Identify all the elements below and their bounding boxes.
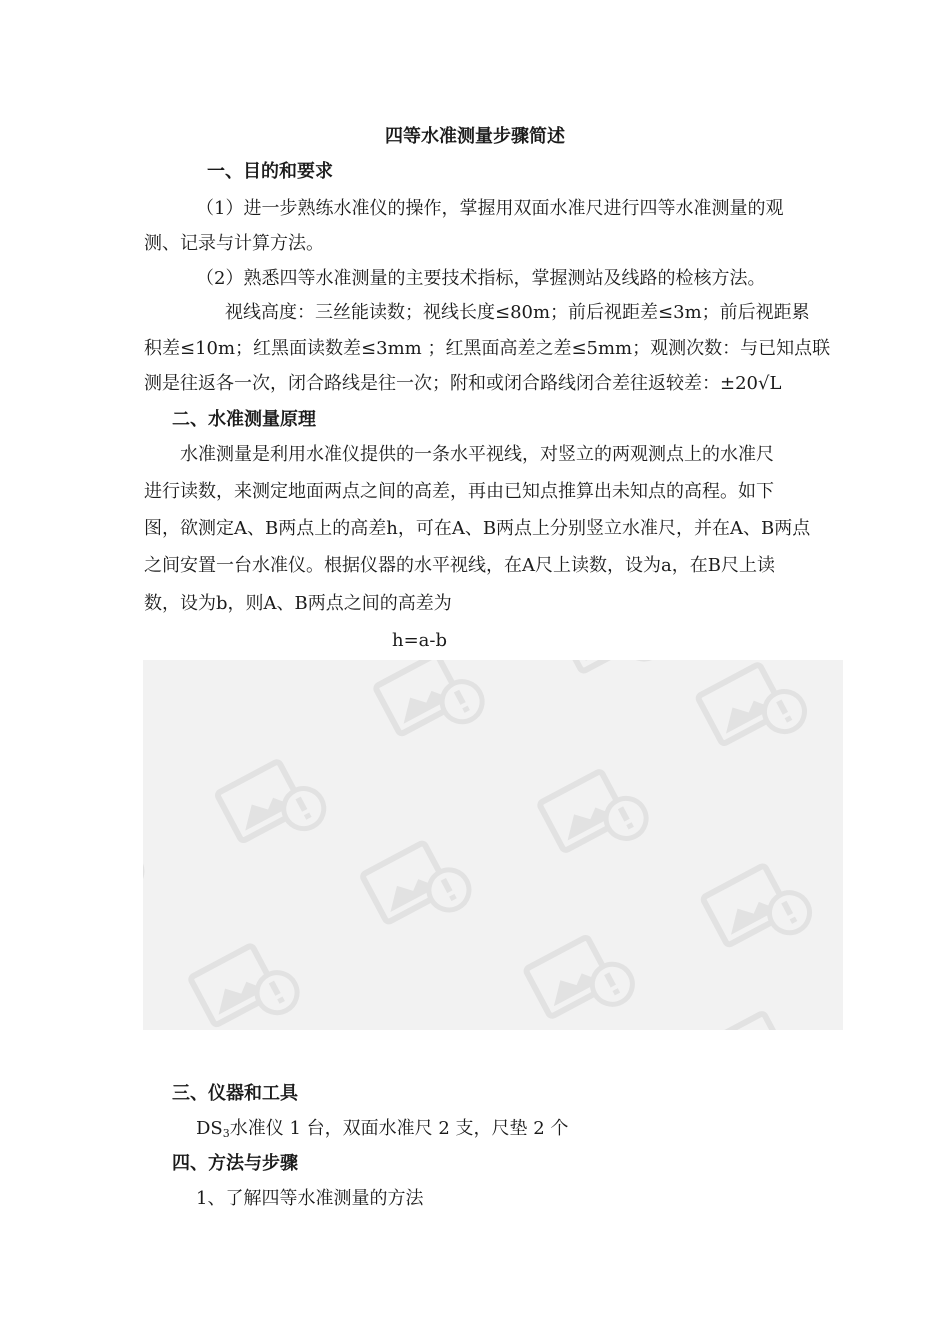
requirement-1-line-1: （1）进一步熟练水准仪的操作，掌握用双面水准尺进行四等水准测量的观 [196, 198, 784, 219]
principle-line-1: 水准测量是利用水准仪提供的一条水平视线，对竖立的两观测点上的水准尺 [180, 444, 774, 465]
principle-line-3: 图，欲测定A、B两点上的高差h，可在A、B两点上分别竖立水准尺，并在A、B两点 [144, 518, 811, 539]
equipment-model-prefix: DS [196, 1118, 223, 1139]
equipment-list-text: 水准仪 1 台，双面水准尺 2 支，尺垫 2 个 [229, 1118, 569, 1139]
section-heading-method: 四、方法与步骤 [172, 1153, 298, 1174]
equipment-list [196, 1118, 568, 1145]
specs-line-1: 视线高度：三丝能读数；视线长度≤80m；前后视距差≤3m；前后视距累 [225, 302, 810, 323]
broken-image-icon-pattern [143, 660, 843, 1030]
section-heading-principle: 二、水准测量原理 [172, 409, 316, 430]
requirement-2: （2）熟悉四等水准测量的主要技术指标，掌握测站及线路的检核方法。 [196, 268, 766, 289]
document-title: 四等水准测量步骤简述 [385, 126, 565, 147]
equipment-model-subscript: 3 [222, 1127, 230, 1140]
specs-line-2: 积差≤10m；红黑面读数差≤3mm ；红黑面高差之差≤5mm；观测次数：与已知点联 [144, 338, 831, 359]
section-heading-purpose: 一、目的和要求 [207, 161, 333, 182]
height-difference-formula: h=a-b [392, 630, 448, 651]
image-placeholder [143, 660, 843, 1030]
principle-line-4: 之间安置一台水准仪。根据仪器的水平视线，在A尺上读数，设为a，在B尺上读 [144, 555, 775, 576]
section-heading-equipment: 三、仪器和工具 [172, 1083, 298, 1104]
principle-line-2: 进行读数，来测定地面两点之间的高差，再由已知点推算出未知点的高程。如下 [144, 481, 774, 502]
specs-line-3: 测是往返各一次，闭合路线是往一次；附和或闭合路线闭合差往返较差：±20√L [144, 373, 782, 394]
principle-line-5: 数，设为b，则A、B两点之间的高差为 [144, 593, 452, 614]
step-1: 1、了解四等水准测量的方法 [196, 1188, 424, 1209]
requirement-1-line-2: 测、记录与计算方法。 [144, 233, 324, 254]
